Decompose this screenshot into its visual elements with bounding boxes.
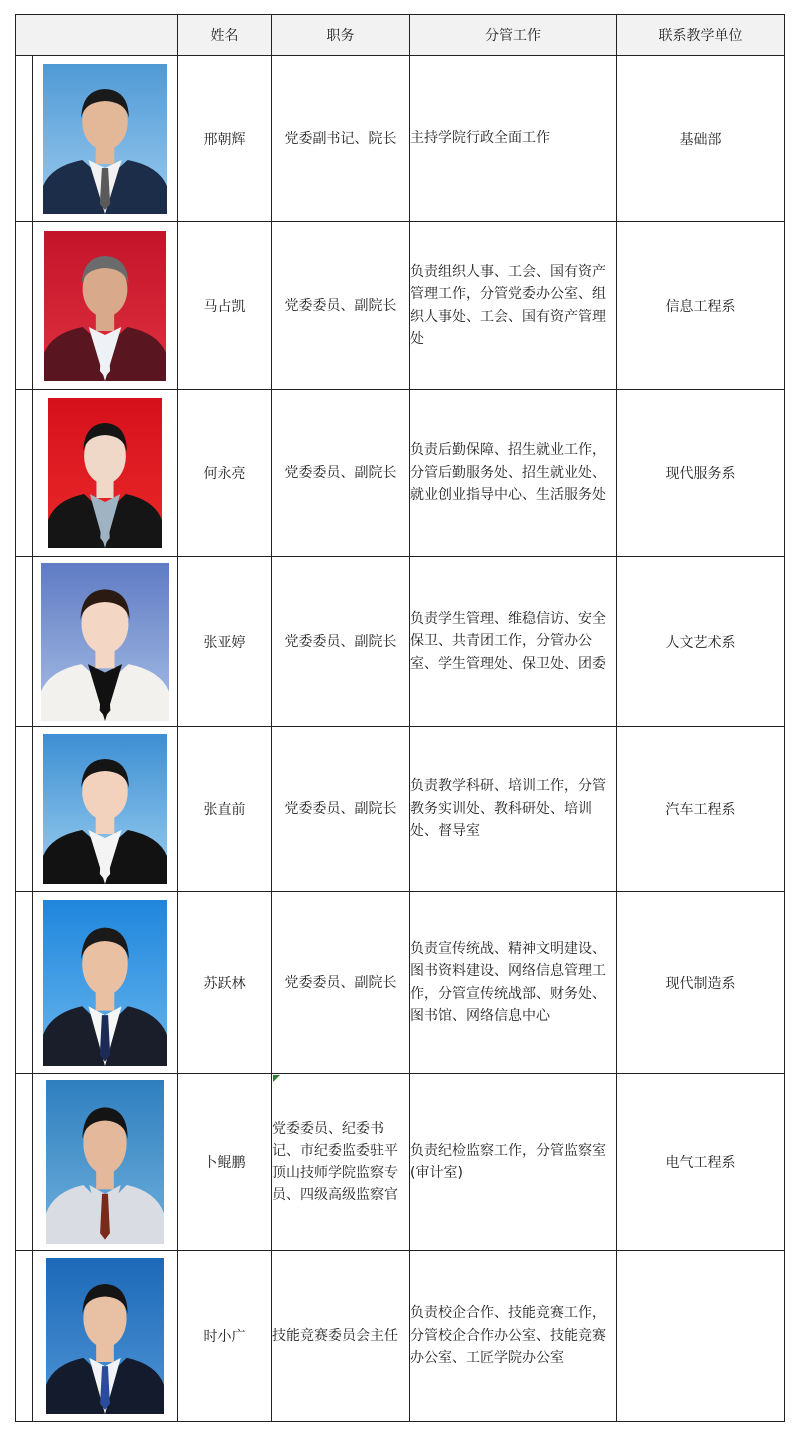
- row-index-cell: [16, 222, 33, 390]
- work-cell: 负责组织人事、工会、国有资产管理工作，分管党委办公室、组织人事处、工会、国有资产管理处: [410, 222, 617, 390]
- name-cell: 苏跃林: [178, 892, 272, 1074]
- photo-cell: [33, 222, 178, 390]
- row-index-cell: [16, 892, 33, 1074]
- name-cell: 何永亮: [178, 390, 272, 557]
- portrait-photo: [44, 231, 166, 381]
- post-cell: 党委委员、副院长: [272, 222, 410, 390]
- work-cell: 负责宣传统战、精神文明建设、图书资料建设、网络信息管理工作，分管宣传统战部、财务处、图书馆、网络信息中心: [410, 892, 617, 1074]
- unit-cell: 基础部: [617, 56, 785, 222]
- name-cell: 张直前: [178, 727, 272, 892]
- photo-cell: [33, 56, 178, 222]
- work-cell: 负责后勤保障、招生就业工作，分管后勤服务处、招生就业处、就业创业指导中心、生活服务处: [410, 390, 617, 557]
- unit-cell: 信息工程系: [617, 222, 785, 390]
- unit-cell: 电气工程系: [617, 1074, 785, 1251]
- post-cell: 党委委员、副院长: [272, 557, 410, 727]
- table-row: [16, 892, 785, 1074]
- post-cell: 党委委员、副院长: [272, 390, 410, 557]
- work-cell: 负责学生管理、维稳信访、安全保卫、共青团工作，分管办公室、学生管理处、保卫处、团委: [410, 557, 617, 727]
- work-cell: 主持学院行政全面工作: [410, 56, 617, 222]
- portrait-photo: [43, 734, 167, 884]
- name-cell: 时小广: [178, 1251, 272, 1422]
- post-cell: 党委委员、纪委书记、市纪委监委驻平顶山技师学院监察专员、四级高级监察官: [272, 1074, 410, 1251]
- table-row: [16, 222, 785, 390]
- table-row: [16, 56, 785, 222]
- unit-cell: 现代制造系: [617, 892, 785, 1074]
- photo-cell: [33, 557, 178, 727]
- row-index-cell: [16, 56, 33, 222]
- table-row: [16, 390, 785, 557]
- row-index-cell: [16, 1251, 33, 1422]
- unit-cell: 人文艺术系: [617, 557, 785, 727]
- work-cell: 负责校企合作、技能竞赛工作，分管校企合作办公室、技能竞赛办公室、工匠学院办公室: [410, 1251, 617, 1422]
- row-index-cell: [16, 390, 33, 557]
- row-index-cell: [16, 557, 33, 727]
- row-index-cell: [16, 727, 33, 892]
- post-cell: 党委副书记、院长: [272, 56, 410, 222]
- photo-cell: [33, 727, 178, 892]
- table-row: [16, 557, 785, 727]
- portrait-photo: [46, 1080, 164, 1244]
- portrait-photo: [48, 398, 162, 548]
- name-cell: 邢朝辉: [178, 56, 272, 222]
- photo-header: [16, 15, 178, 56]
- row-index-cell: [16, 1074, 33, 1251]
- unit-cell: 汽车工程系: [617, 727, 785, 892]
- portrait-photo: [46, 1258, 164, 1414]
- work-cell: 负责纪检监察工作，分管监察室(审计室): [410, 1074, 617, 1251]
- table-row: [16, 1251, 785, 1422]
- unit-cell: 现代服务系: [617, 390, 785, 557]
- work-cell: 负责教学科研、培训工作，分管教务实训处、教科研处、培训处、督导室: [410, 727, 617, 892]
- name-cell: 马占凯: [178, 222, 272, 390]
- table-row: [16, 1074, 785, 1251]
- table-row: [16, 727, 785, 892]
- post-header: 职务: [272, 15, 410, 56]
- photo-cell: [33, 1251, 178, 1422]
- leadership-table: [15, 14, 785, 1422]
- unit-cell: [617, 1251, 785, 1422]
- header-row: [16, 15, 785, 56]
- portrait-photo: [43, 64, 167, 214]
- name-header: 姓名: [178, 15, 272, 56]
- photo-cell: [33, 892, 178, 1074]
- portrait-photo: [41, 563, 169, 721]
- name-cell: 张亚婷: [178, 557, 272, 727]
- post-cell: 技能竞赛委员会主任: [272, 1251, 410, 1422]
- cell-comment-marker: [273, 1075, 280, 1082]
- portrait-photo: [43, 900, 167, 1066]
- work-header: 分管工作: [410, 15, 617, 56]
- post-cell: 党委委员、副院长: [272, 892, 410, 1074]
- name-cell: 卜鲲鹏: [178, 1074, 272, 1251]
- post-cell: 党委委员、副院长: [272, 727, 410, 892]
- photo-cell: [33, 390, 178, 557]
- unit-header: 联系教学单位: [617, 15, 785, 56]
- photo-cell: [33, 1074, 178, 1251]
